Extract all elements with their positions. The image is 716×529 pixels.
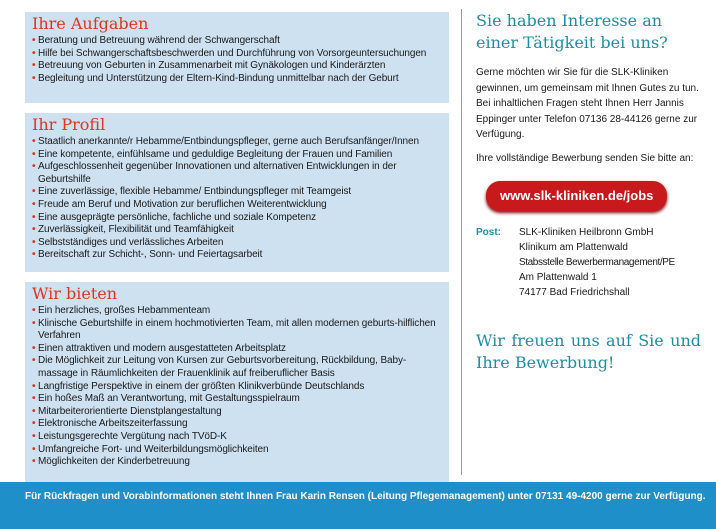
bullet-icon: • (32, 148, 36, 160)
list-item (32, 318, 443, 343)
list-item-text: Die Möglichkeit zur Leitung von Kursen zur Geburtsvorbereitung, Rückbildung, Baby-massage in Räumlichkeiten der Frauenklinik auf freiberuflicher Basis (38, 355, 407, 379)
list-item (32, 444, 443, 457)
list-item-text: Eine kompetente, einfühlsame und geduldige Begleitung der Frauen und Familien (38, 148, 393, 160)
bullet-icon: • (32, 380, 36, 392)
bullet-icon: • (32, 211, 36, 223)
list-item-text: Staatlich anerkannte/r Hebamme/Entbindungspfleger, gerne auch Berufsanfänger/Innen (38, 136, 419, 147)
interest-heading: Sie haben Interesse an einer Tätigkeit bei uns? (476, 11, 668, 52)
list-item (32, 212, 443, 225)
address-line: Stabsstelle Bewerbermanagement/PE (519, 256, 675, 268)
list-item (32, 136, 443, 149)
aufgaben-title: Ihre Aufgaben (32, 14, 149, 33)
list-item (32, 186, 443, 199)
bullet-icon: • (32, 305, 36, 316)
bullet-icon: • (32, 456, 36, 468)
list-item-text: Ein herzliches, großes Hebammenteam (38, 305, 211, 316)
address-block (519, 225, 675, 300)
list-item-text: Betreuung von Geburten in Zusammenarbeit mit Gynäkologen und Kinderärzten (38, 60, 386, 72)
bullet-icon: • (32, 249, 36, 261)
bullet-icon: • (32, 418, 36, 430)
right-column (476, 10, 701, 374)
list-item-text: Bereitschaft zur Schicht-, Sonn- und Feiertagsarbeit (38, 249, 263, 261)
list-item (32, 60, 443, 73)
bullet-icon: • (32, 161, 36, 173)
list-item-text: Langfristige Perspektive in einem der größten Klinikverbünde Deutschlands (38, 380, 365, 392)
bullet-icon: • (32, 136, 36, 147)
bullet-icon: • (32, 186, 36, 198)
bullet-icon: • (32, 35, 36, 46)
list-item-text: Eine zuverlässige, flexible Hebamme/ Entbindungspfleger mit Teamgeist (38, 186, 352, 198)
bieten-list (32, 305, 443, 469)
list-item (32, 305, 443, 318)
list-item-text: Selbstständiges und verlässliches Arbeiten (38, 236, 224, 248)
column-divider (461, 9, 462, 475)
list-item (32, 249, 443, 262)
address-line: 74177 Bad Friedrichshall (519, 286, 630, 298)
list-item (32, 393, 443, 406)
list-item-text: Freude am Beruf und Motivation zur beruflichen Weiterentwicklung (38, 198, 327, 210)
list-item (32, 343, 443, 356)
jobs-link-button[interactable]: www.slk-kliniken.de/jobs (486, 181, 667, 211)
left-column (25, 12, 449, 495)
list-item-text: Elektronische Arbeitszeiterfassung (38, 418, 188, 430)
bullet-icon: • (32, 342, 36, 354)
bieten-title: Wir bieten (32, 284, 118, 303)
profil-section (25, 113, 449, 272)
profil-title: Ihr Profil (32, 115, 106, 134)
bullet-icon: • (32, 60, 36, 72)
bullet-icon: • (32, 224, 36, 236)
post-address (476, 225, 701, 300)
bullet-icon: • (32, 393, 36, 405)
post-label: Post: (476, 226, 501, 238)
bieten-section (25, 282, 449, 485)
bullet-icon: • (32, 317, 36, 329)
bullet-icon: • (32, 236, 36, 248)
list-item (32, 406, 443, 419)
footer-text: Für Rückfragen und Vorabinformationen steht Ihnen Frau Karin Rensen (Leitung Pflegemanagement) unter 07131 49-4200 gerne zur Verfügung. (25, 491, 706, 502)
list-item-text: Mitarbeiterorientierte Dienstplangestaltung (38, 405, 222, 417)
list-item (32, 381, 443, 394)
bullet-icon: • (32, 47, 36, 59)
list-item-text: Umfangreiche Fort- und Weiterbildungsmöglichkeiten (38, 443, 269, 455)
list-item (32, 418, 443, 431)
list-item (32, 224, 443, 237)
aufgaben-section (25, 12, 449, 103)
bullet-icon: • (32, 72, 36, 84)
bullet-icon: • (32, 198, 36, 210)
list-item-text: Einen attraktiven und modern ausgestatteten Arbeitsplatz (38, 342, 286, 354)
list-item-text: Leistungsgerechte Vergütung nach TVöD-K (38, 430, 227, 442)
footer-bar (0, 482, 716, 529)
list-item (32, 73, 443, 86)
list-item (32, 35, 443, 48)
list-item (32, 431, 443, 444)
list-item-text: Beratung und Betreuung während der Schwangerschaft (38, 35, 280, 46)
apply-text: Ihre vollständige Bewerbung senden Sie bitte an: (476, 152, 694, 164)
list-item (32, 456, 443, 469)
list-item-text: Klinische Geburtshilfe in einem hochmotivierten Team, mit allen modernen geburts-hilflichen Verfahren (38, 317, 436, 342)
bullet-icon: • (32, 355, 36, 367)
address-line: SLK-Kliniken Heilbronn GmbH (519, 226, 654, 238)
profil-list (32, 136, 443, 262)
list-item (32, 237, 443, 250)
list-item (32, 199, 443, 212)
bullet-icon: • (32, 430, 36, 442)
closing-text: Wir freuen uns auf Sie und Ihre Bewerbung! (476, 330, 701, 372)
list-item (32, 161, 443, 186)
bullet-icon: • (32, 443, 36, 455)
list-item-text: Möglichkeiten der Kinderbetreuung (38, 456, 190, 468)
list-item (32, 48, 443, 61)
list-item (32, 149, 443, 162)
aufgaben-list (32, 35, 443, 85)
intro-text: Gerne möchten wir Sie für die SLK-Kliniken gewinnen, um gemeinsam mit Ihnen Gutes zu tun. Bei inhaltlichen Fragen steht Ihnen Herr Jannis Eppinger unter Telefon 07136 28-44126 gerne zur Verfügung. (476, 67, 699, 140)
list-item-text: Begleitung und Unterstützung der Eltern-Kind-Bindung unmittelbar nach der Geburt (38, 72, 399, 84)
list-item-text: Hilfe bei Schwangerschaftsbeschwerden und Durchführung von Vorsorgeuntersuchungen (38, 47, 427, 59)
list-item (32, 355, 443, 380)
address-line: Am Plattenwald 1 (519, 271, 597, 283)
list-item-text: Eine ausgeprägte persönliche, fachliche und soziale Kompetenz (38, 211, 316, 223)
list-item-text: Ein hoßes Maß an Verantwortung, mit Gestaltungsspielraum (38, 393, 300, 405)
address-line: Klinikum am Plattenwald (519, 241, 628, 253)
list-item-text: Aufgeschlossenheit gegenüber Innovationen und alternativen Entwicklungen in der Geburtshilfe (38, 161, 397, 185)
bullet-icon: • (32, 405, 36, 417)
jobs-button-wrap (486, 181, 701, 211)
list-item-text: Zuverlässigkeit, Flexibilität und Teamfähigkeit (38, 224, 234, 236)
